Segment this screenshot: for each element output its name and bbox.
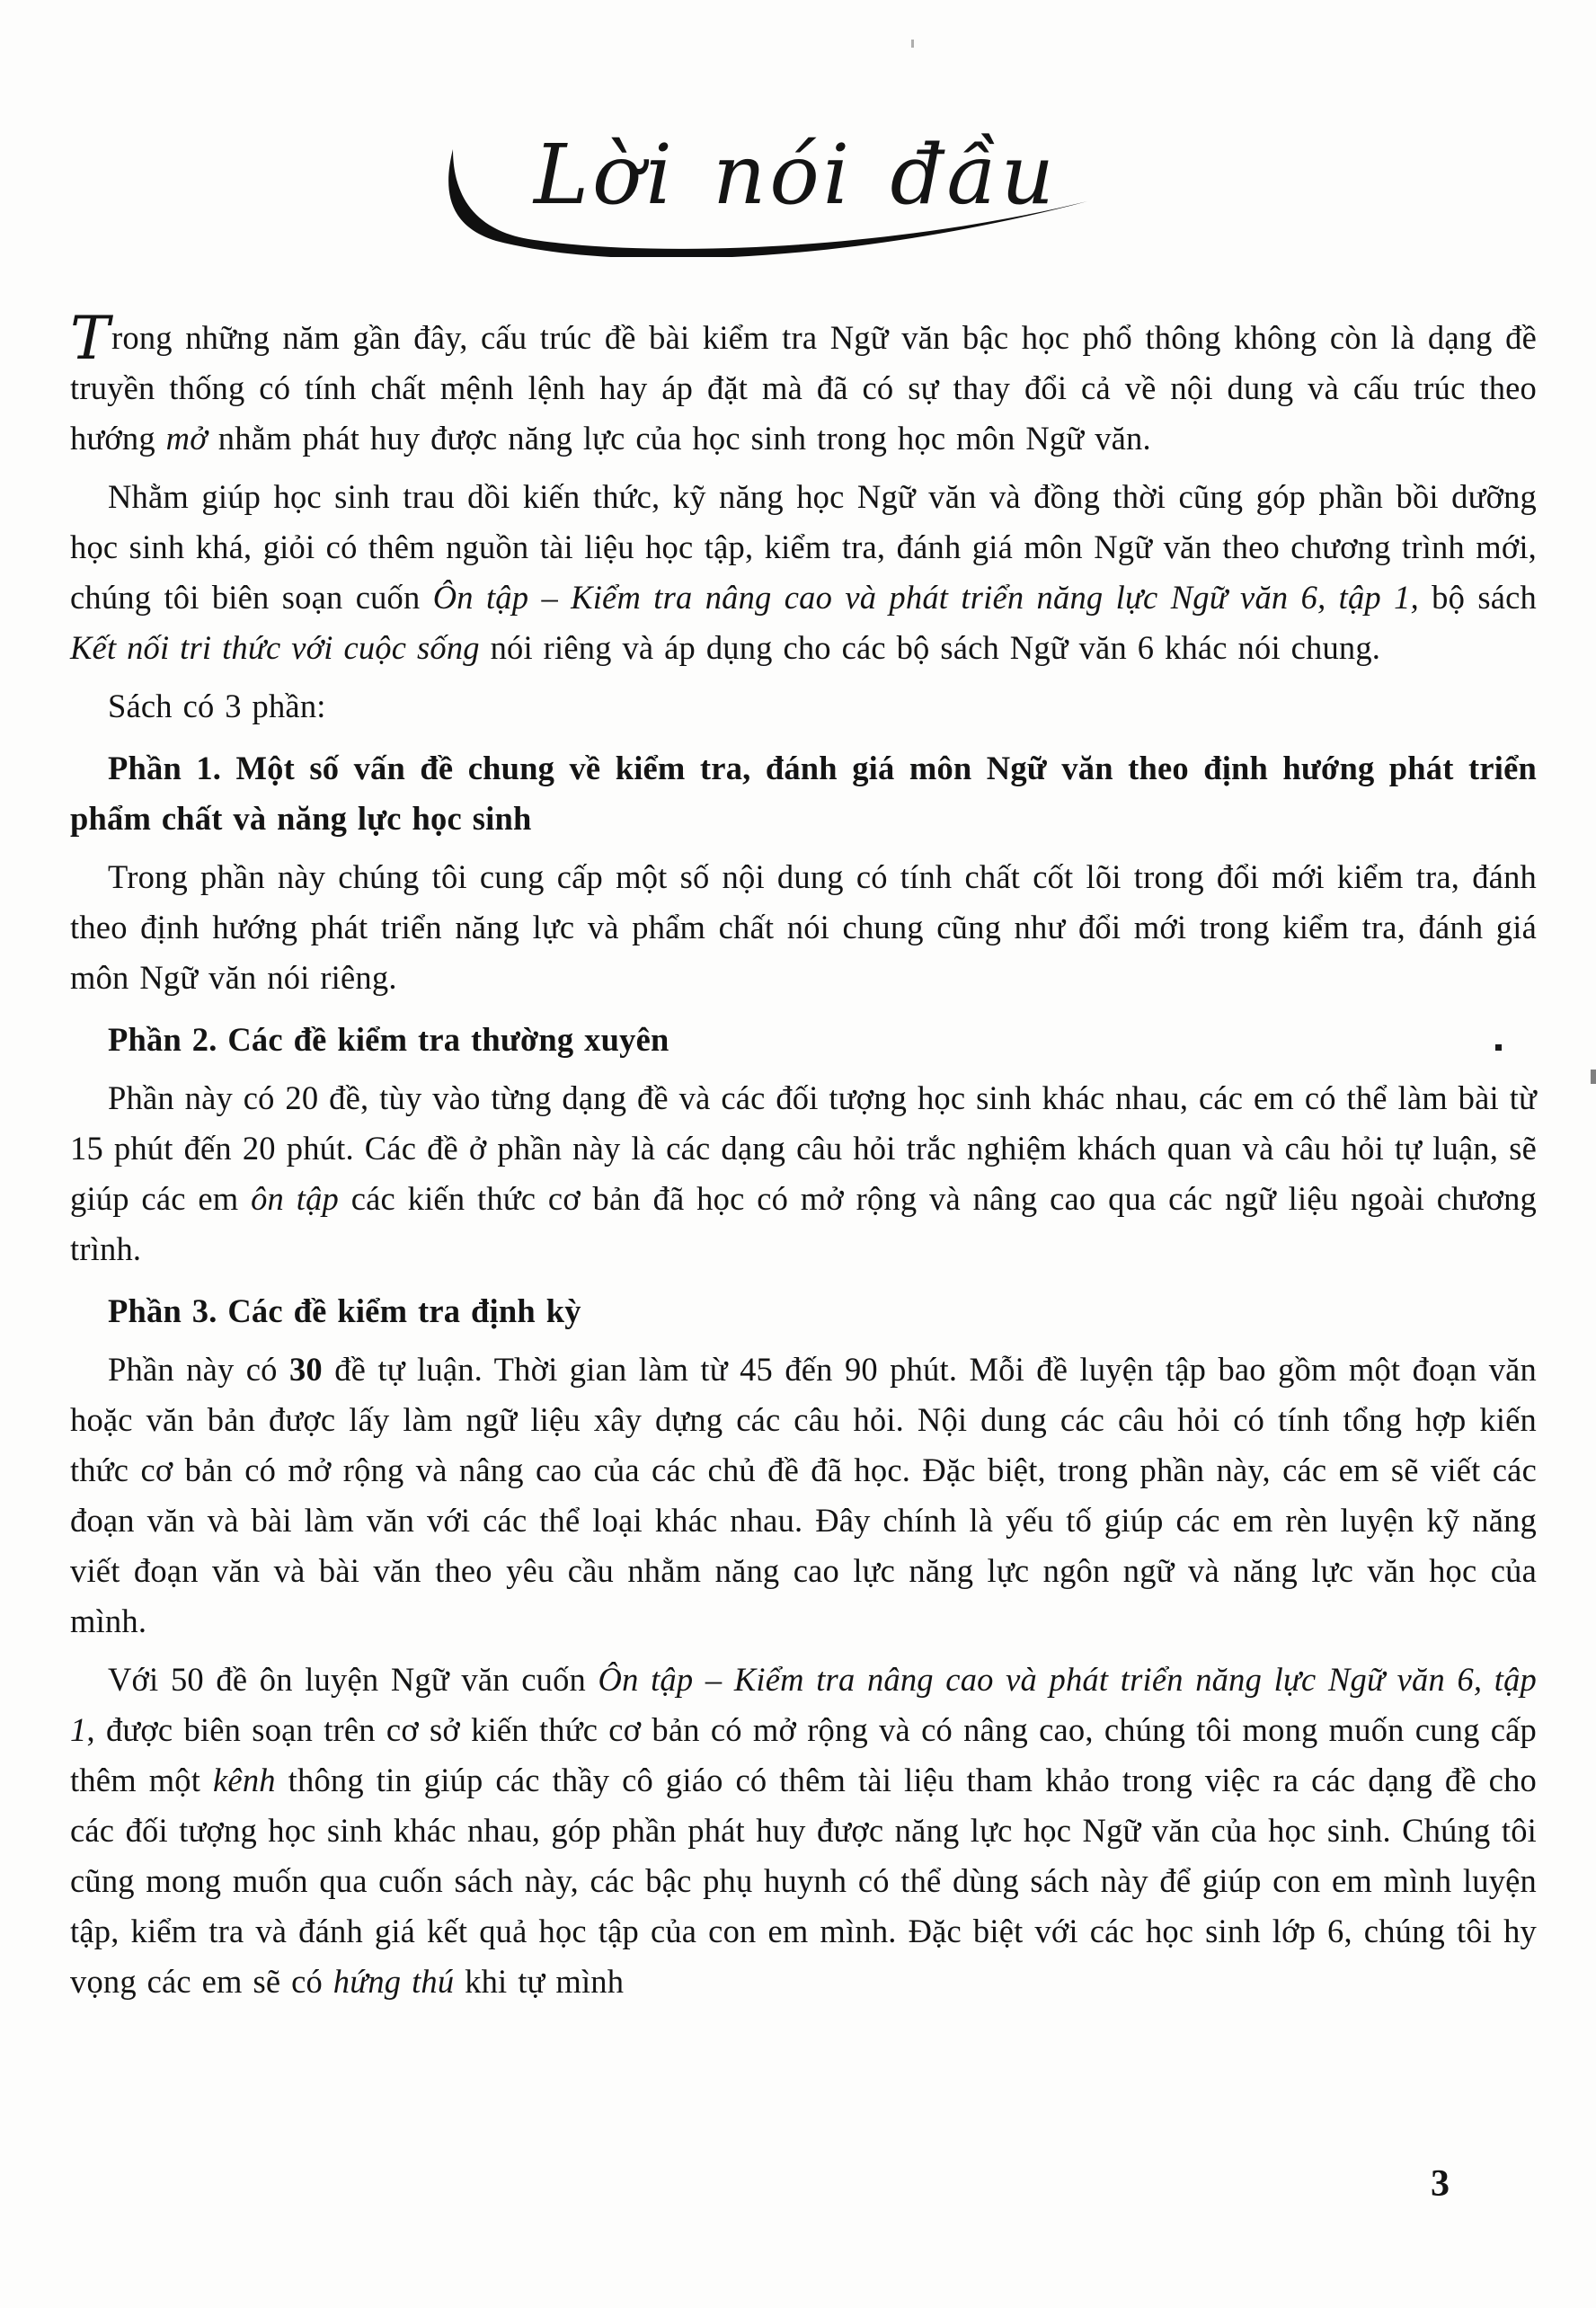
preface-body (70, 304, 1538, 2015)
paragraph-purpose (70, 472, 1537, 673)
text-run: Trong phần này chúng tôi cung cấp một số nội dung có tính chất cốt lõi trong đổi mới kiểm tra, đánh theo định hướng phát triển năng lực và phẩm chất nói chung cũng như đổi mới trong kiểm tra, đánh giá môn Ngữ văn nói riêng. (70, 858, 1537, 996)
text-run: đề tự luận. Thời gian làm từ 45 đến 90 phút. Mỗi đề luyện tập bao gồm một đoạn văn hoặc văn bản được lấy làm ngữ liệu xây dựng các câu hỏi. Nội dung các câu hỏi có tính tổng hợp kiến thức cơ bản có mở rộng và nâng cao của các chủ đề đã học. Đặc biệt, trong phần này, các em sẽ viết các đoạn văn và bài làm văn với các thể loại khác nhau. Đây chính là yếu tố giúp các em rèn luyện kỹ năng viết đoạn văn và bài văn theo yêu cầu nhằm năng cao lực năng lực ngôn ngữ và năng lực văn học của mình. (70, 1351, 1537, 1639)
text-run: Phần này có 20 đề, tùy vào từng dạng đề và các đối tượng học sinh khác nhau, các em có thể làm bài từ 15 phút đến 20 phút. Các đề ở phần này là các dạng câu hỏi trắc nghiệm khách quan và câu hỏi tự luận, sẽ giúp các em (70, 1079, 1538, 1217)
preface-header (439, 127, 1104, 270)
text-run: khi tự mình (454, 1963, 625, 2000)
scan-artifact-edge-mark (1591, 1070, 1596, 1084)
text-run: kênh (213, 1762, 276, 1798)
text-run: Ôn tập – Kiểm tra nâng cao và phát triển năng lực Ngữ văn 6, tập 1 (70, 1661, 1537, 1748)
paragraph-parts-lead (70, 681, 1537, 732)
text-run: Phần 2. Các đề kiểm tra thường xuyên (108, 1021, 669, 1058)
text-run: mở (165, 420, 208, 457)
text-run: Ôn tập – Kiểm tra nâng cao và phát triển năng lực Ngữ văn 6, tập 1, (432, 579, 1419, 616)
text-run: 30 (288, 1351, 323, 1388)
paragraph-part-3-desc (70, 1345, 1537, 1647)
text-run: hứng thú (332, 1963, 455, 2000)
drop-cap: T (70, 304, 110, 373)
text-run: bộ sách (1418, 579, 1537, 616)
text-run: Phần này có (108, 1351, 289, 1388)
text-run: nói riêng và áp dụng cho các bộ sách Ngữ văn 6 khác nói chung. (479, 629, 1381, 666)
text-run: Phần 3. Các đề kiểm tra định kỳ (108, 1292, 581, 1329)
text-run: Phần 1. Một số vấn đề chung về kiểm tra, đánh giá môn Ngữ văn theo định hướng phát triển phẩm chất và năng lực học sinh (70, 750, 1537, 837)
text-run: ôn tập (251, 1180, 339, 1217)
text-run: Với 50 đề ôn luyện Ngữ văn cuốn (108, 1661, 598, 1698)
section-heading-part-3 (70, 1286, 1537, 1336)
text-run: , được biên soạn trên cơ sở kiến thức cơ bản có mở rộng và có nâng cao, chúng tôi mong muốn cung cấp thêm một (70, 1711, 1537, 1798)
text-run: Nhằm giúp học sinh trau dồi kiến thức, kỹ năng học Ngữ văn và đồng thời cũng góp phần bồi dưỡng học sinh khá, giỏi có thêm nguồn tài liệu học tập, kiểm tra, đánh giá môn Ngữ văn theo chương trình mới, chúng tôi biên soạn cuốn (70, 478, 1537, 616)
text-run: Sách có 3 phần: (108, 688, 326, 724)
paragraph-intro (70, 304, 1537, 464)
text-run: nhằm phát huy được năng lực của học sinh trong học môn Ngữ văn. (207, 420, 1151, 457)
page-title: Lời nói đầu (534, 127, 1058, 223)
section-heading-part-2 (70, 1015, 1537, 1065)
scan-artifact-tick (911, 40, 914, 48)
page-number: 3 (1431, 2163, 1450, 2205)
text-run: rong những năm gần đây, cấu trúc đề bài kiểm tra Ngữ văn bậc học phổ thông không còn là dạng đề truyền thống có tính chất mệnh lệnh hay áp đặt mà đã có sự thay đổi cả về nội dung và cấu trúc theo hướng (70, 319, 1537, 457)
text-run: Kết nối tri thức với cuộc sống (70, 629, 480, 666)
paragraph-part-2-desc (70, 1073, 1537, 1274)
text-run: các kiến thức cơ bản đã học có mở rộng và nâng cao qua các ngữ liệu ngoài chương trình. (70, 1180, 1537, 1267)
scan-artifact-dot (1495, 1044, 1502, 1051)
text-run: thông tin giúp các thầy cô giáo có thêm tài liệu tham khảo trong việc ra các dạng đề cho các đối tượng học sinh khác nhau, góp phần phát huy được năng lực học Ngữ văn của học sinh. Chúng tôi cũng mong muốn qua cuốn sách này, các bậc phụ huynh có thể dùng sách này để giúp con em mình luyện tập, kiểm tra và đánh giá kết quả học tập của con em mình. Đặc biệt với các học sinh lớp 6, chúng tôi hy vọng các em sẽ có (70, 1762, 1537, 2000)
paragraph-closing (70, 1655, 1537, 2007)
paragraph-part-1-desc (70, 852, 1537, 1003)
section-heading-part-1 (70, 743, 1537, 844)
